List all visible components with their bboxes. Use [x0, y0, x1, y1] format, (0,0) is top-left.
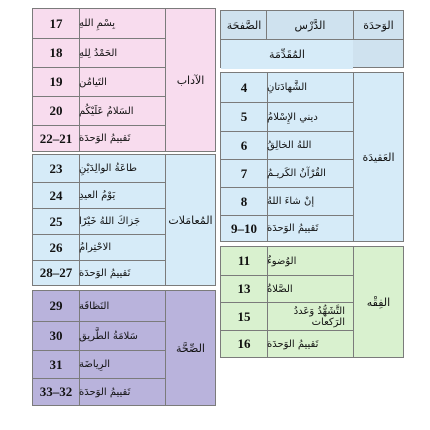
page-number: 16	[221, 331, 268, 357]
table-row	[33, 38, 165, 67]
page-number: 4	[221, 73, 268, 102]
unit-aqeeda	[220, 72, 404, 242]
page-number: 20	[33, 97, 80, 125]
page-number: 13	[221, 276, 268, 302]
page-number: 31	[33, 351, 80, 378]
unit-fiqh	[220, 246, 404, 358]
page-number: 11	[221, 247, 268, 275]
lesson-name: بِسْمِ اللهِ	[79, 18, 116, 29]
table-row	[221, 215, 353, 241]
unit-title: المُعامَلات	[165, 155, 215, 285]
page-number: 24	[33, 183, 80, 208]
page-number: 7	[221, 160, 268, 187]
page-number: 17	[33, 9, 80, 38]
lesson-name: اللهُ الخالِقُ	[267, 140, 312, 151]
header-lesson: الدَّرْس	[266, 11, 353, 40]
table-row	[33, 67, 165, 96]
lesson-name: السَلامُ عَلَيْكُم	[79, 105, 134, 117]
table-row	[33, 291, 165, 321]
lesson-name: تَقييمُ الوَحدَة	[267, 338, 319, 350]
lesson-name: ديني الإِسْلامُ	[267, 111, 318, 123]
lesson-name: الحَمْدُ لِلهِ	[79, 47, 118, 59]
table-row	[33, 125, 165, 151]
table-row	[33, 155, 165, 182]
table-row	[221, 187, 353, 215]
page-number: 33–32	[33, 379, 80, 405]
page-number: 23	[33, 155, 80, 182]
lesson-name: التَّشَهُّدُ وَعَددُ الرَكعات	[293, 305, 345, 328]
table-row	[33, 234, 165, 260]
page-number: 22–21	[33, 126, 80, 151]
header-table	[220, 10, 404, 68]
lesson-name: القُرْآنُ الكَريـمُ	[267, 168, 326, 179]
lesson-name: الصَّلاةُ	[267, 283, 293, 295]
lesson-name: الاحْتِرامُ	[79, 242, 112, 253]
table-row	[33, 378, 165, 405]
table-row	[33, 182, 165, 208]
lesson-name: الوُضوءُ	[267, 255, 297, 267]
lesson-name: النَظافَة	[79, 300, 110, 312]
header-intro: المُقَدِّمَة	[221, 40, 353, 69]
lesson-name: يَوْمُ العيدِ	[79, 190, 116, 201]
table-row	[221, 275, 353, 302]
header-unit: الوَحدَة	[353, 11, 403, 40]
lesson-name: تَقييمُ الوَحدَة	[267, 223, 319, 234]
unit-muamalat	[32, 154, 216, 286]
table-row	[33, 350, 165, 378]
lesson-name: جَزاكَ اللهُ خَيْرًا	[79, 216, 141, 227]
table-row	[221, 159, 353, 187]
page-number: 19	[33, 68, 80, 96]
page-number: 28–27	[33, 261, 80, 285]
page-number: 6	[221, 132, 268, 159]
table-row	[33, 96, 165, 125]
page-number: 8	[221, 188, 268, 215]
unit-title: الآداب	[165, 9, 215, 151]
unit-title: الصِّحَّة	[165, 291, 215, 405]
lesson-name: سَلامَةُ الطَّريق	[79, 330, 138, 342]
page-number: 5	[221, 103, 268, 131]
table-row	[33, 9, 165, 38]
table-row	[221, 73, 353, 102]
lesson-name: طاعَةُ الوالِدَيْنِ	[79, 163, 137, 174]
lesson-name: تَقييمُ الوَحدَة	[79, 133, 131, 144]
unit-title: الفِقْه	[353, 247, 403, 357]
page-number: 18	[33, 39, 80, 67]
header-page: الصَّفحَة	[221, 11, 267, 40]
table-row	[221, 102, 353, 131]
unit-sihha	[32, 290, 216, 406]
table-row	[221, 131, 353, 159]
unit-title: العَقيدَة	[353, 73, 403, 241]
page-number: 15	[221, 303, 268, 330]
lesson-name: التَيامُن	[79, 76, 107, 88]
page-number: 29	[33, 291, 80, 321]
table-row	[33, 260, 165, 285]
unit-adab	[32, 8, 216, 152]
lesson-name: إنْ شاءَ اللهُ	[267, 196, 315, 207]
lesson-name: تَقييمُ الوَحدَة	[79, 267, 131, 279]
page-number: 25	[33, 209, 80, 234]
page-number: 30	[33, 322, 80, 350]
lesson-name: الشَّهادَتانِ	[267, 82, 308, 93]
table-row	[221, 302, 353, 330]
table-row	[221, 330, 353, 357]
table-row	[33, 208, 165, 234]
lesson-name: تَقييمُ الوَحدَة	[79, 386, 131, 398]
page-number: 26	[33, 235, 80, 260]
page-number: 9–10	[221, 216, 268, 241]
table-row	[221, 247, 353, 275]
table-row	[33, 321, 165, 350]
lesson-name: الرِياضَة	[79, 359, 111, 370]
